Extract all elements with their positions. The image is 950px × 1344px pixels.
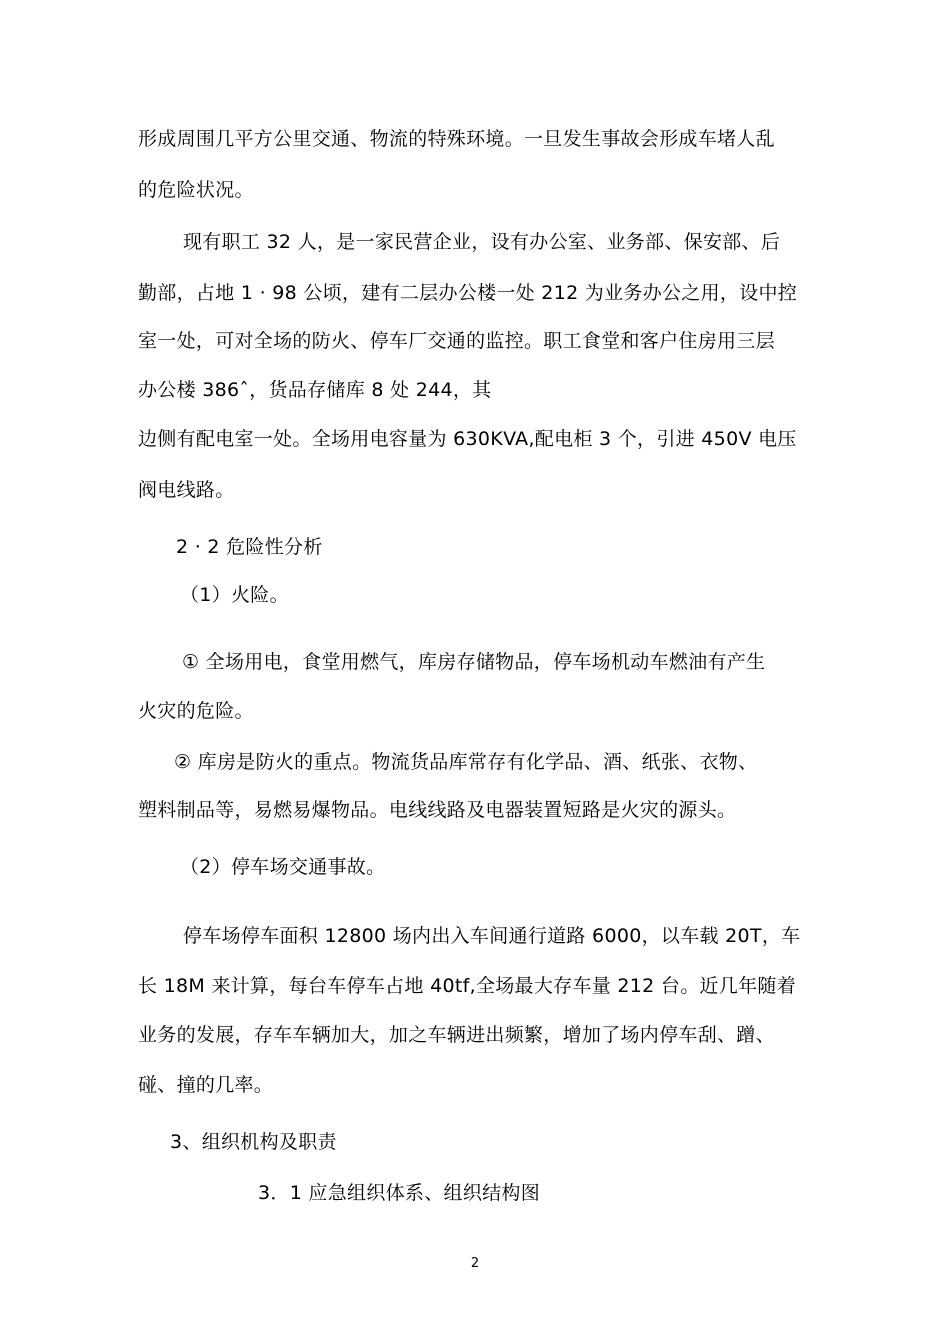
text-line: 现有职工 32 人，是一家民营企业，设有办公室、业务部、保安部、后 (183, 231, 781, 253)
section-heading: 2 · 2 危险性分析 (176, 536, 323, 558)
text-line: 室一处，可对全场的防火、停车厂交通的监控。职工食堂和客户住房用三层 (138, 330, 775, 352)
text-line: 碰、撞的几率。 (138, 1074, 274, 1096)
text-line: 火灾的危险。 (138, 700, 254, 722)
list-item: ① 全场用电，食堂用燃气，库房存储物品，停车场机动车燃油有产生 (182, 651, 766, 673)
subsection-heading: （1）火险。 (180, 584, 289, 606)
text-line: 停车场停车面积 12800 场内出入车间通行道路 6000，以车载 20T，车 (183, 925, 801, 947)
subsection-heading: （2）停车场交通事故。 (180, 856, 386, 878)
text-line: 勤部，占地 1 · 98 公顷，建有二层办公楼一处 212 为业务办公之用，设中控 (138, 282, 798, 304)
text-line: 边侧有配电室一处。全场用电容量为 630KVA,配电柜 3 个，引进 450V 电压 (138, 428, 797, 450)
text-line: 塑料制品等，易燃易爆物品。电线线路及电器装置短路是火灾的源头。 (138, 799, 737, 821)
subsection-heading: 3．1 应急组织体系、组织结构图 (258, 1182, 541, 1204)
text-line: 的危险状况。 (138, 179, 254, 201)
section-heading: 3、组织机构及职责 (170, 1131, 337, 1153)
text-line: 形成周围几平方公里交通、物流的特殊环境。一旦发生事故会形成车堵人乱 (138, 128, 775, 150)
list-item: ② 库房是防火的重点。物流货品库常存有化学品、酒、纸张、衣物、 (174, 751, 758, 773)
page-number: 2 (470, 1256, 480, 1271)
text-line: 办公楼 386ˆ，货品存储库 8 处 244，其 (138, 379, 492, 401)
text-line: 业务的发展，存车车辆加大，加之车辆进出频繁，增加了场内停车刮、蹭、 (138, 1024, 775, 1046)
text-line: 长 18M 来计算，每台车停车占地 40tf,全场最大存车量 212 台。近几年随着 (138, 975, 796, 997)
text-line: 阀电线路。 (138, 479, 235, 501)
